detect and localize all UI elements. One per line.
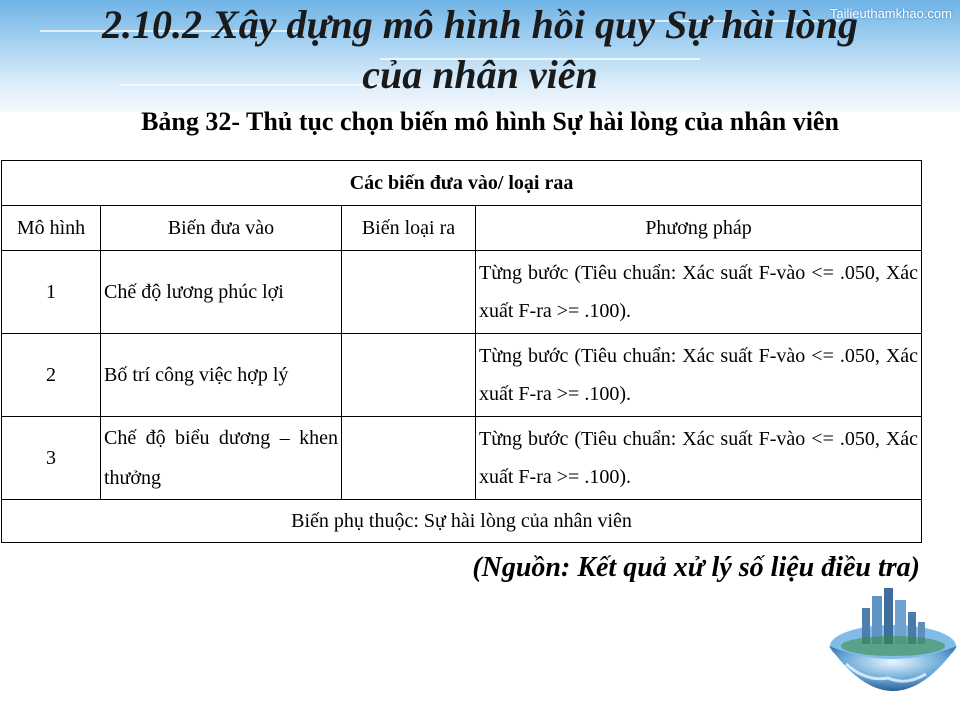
column-header: Mô hình <box>2 206 101 251</box>
table-group-header: Các biến đưa vào/ loại raa <box>2 161 922 206</box>
model-number: 1 <box>2 251 101 334</box>
entered-variable: Chế độ lương phúc lợi <box>101 251 342 334</box>
removed-variable <box>342 251 476 334</box>
variable-selection-table <box>1 160 922 543</box>
source-note: (Nguồn: Kết quả xử lý số liệu điều tra) <box>472 552 920 583</box>
table-row <box>2 334 922 417</box>
watermark-text: Tailieuthamkhao.com <box>829 6 952 21</box>
model-number: 2 <box>2 334 101 417</box>
column-header: Phương pháp <box>476 206 922 251</box>
method-cell: Từng bước (Tiêu chuẩn: Xác suất F-vào <= .050, Xác xuất F-ra >= .100). <box>476 334 922 417</box>
column-header: Biến đưa vào <box>101 206 342 251</box>
page-title <box>0 0 960 100</box>
removed-variable <box>342 334 476 417</box>
city-globe-icon <box>826 586 960 720</box>
table-footer-row <box>2 500 922 543</box>
table-header-row <box>2 206 922 251</box>
entered-variable: Bố trí công việc hợp lý <box>101 334 342 417</box>
table-caption: Bảng 32- Thủ tục chọn biến mô hình Sự hài lòng của nhân viên <box>141 107 839 136</box>
title-line-1: 2.10.2 Xây dựng mô hình hồi quy Sự hài lòng <box>102 2 858 47</box>
removed-variable <box>342 417 476 500</box>
model-number: 3 <box>2 417 101 500</box>
method-cell: Từng bước (Tiêu chuẩn: Xác suất F-vào <= .050, Xác xuất F-ra >= .100). <box>476 251 922 334</box>
table-row <box>2 251 922 334</box>
dependent-variable-note: Biến phụ thuộc: Sự hài lòng của nhân viên <box>2 500 922 543</box>
method-cell: Từng bước (Tiêu chuẩn: Xác suất F-vào <= .050, Xác xuất F-ra >= .100). <box>476 417 922 500</box>
table-row <box>2 417 922 500</box>
entered-variable: Chế độ biểu dương – khen thưởng <box>101 417 342 500</box>
title-line-2: của nhân viên <box>362 52 598 97</box>
column-header: Biến loại ra <box>342 206 476 251</box>
